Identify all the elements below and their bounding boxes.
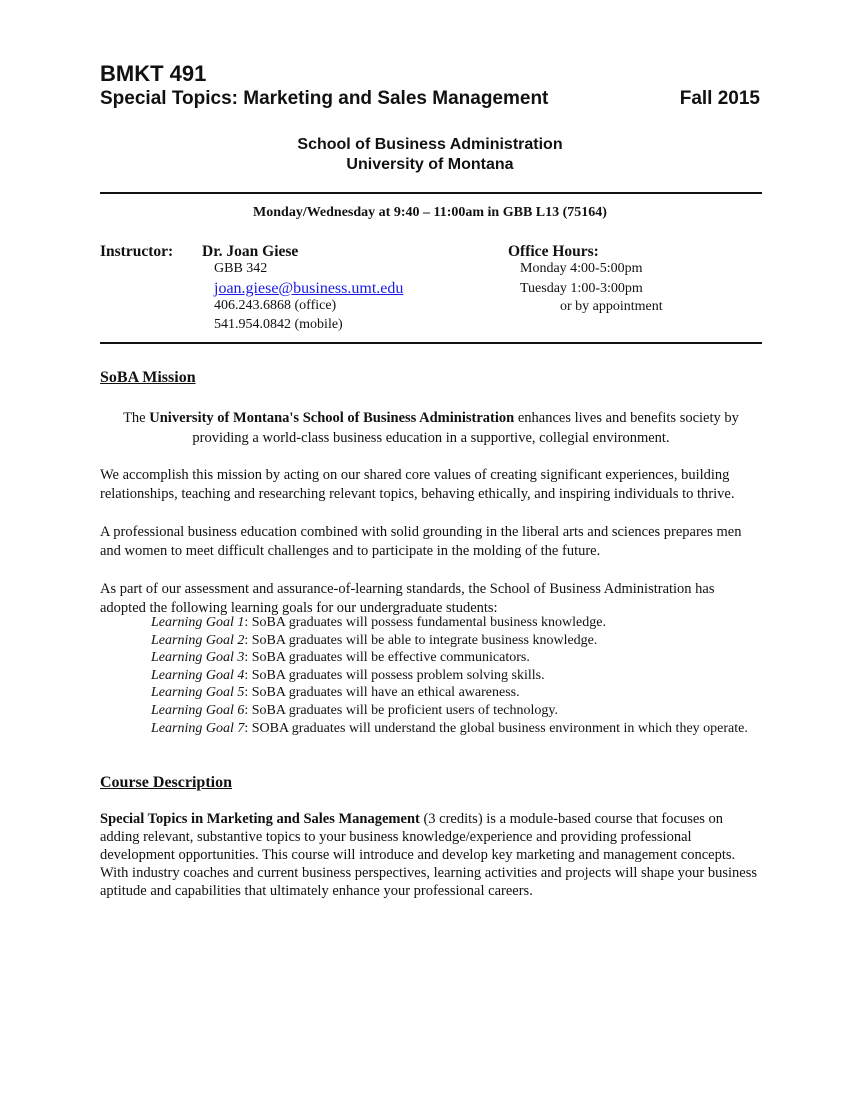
learning-goal: Learning Goal 2: SoBA graduates will be able to integrate business knowledge. [151, 632, 598, 648]
course-code: BMKT 491 [100, 61, 207, 86]
instructor-name: Dr. Joan Giese [202, 243, 299, 260]
learning-goal: Learning Goal 1: SoBA graduates will possess fundamental business knowledge. [151, 615, 606, 630]
office-hours-line: Monday 4:00-5:00pm [520, 261, 643, 276]
course-description-text: Special Topics in Marketing and Sales Management (3 credits) is a module-based course that focuses on adding relevant, substantive topics to your business knowledge/experience and providing professional development opportunities. This course will introduce and develop key marketing and management concepts. With industry coaches and current business perspectives, learning activities and projects will shape your business aptitude and capabilities that ultimately enhance your professional careers. [100, 811, 757, 899]
course-description-heading: Course Description [100, 774, 232, 791]
mission-statement: The University of Montana's School of Business Administration enhances lives and benefits society by providing a world-class business education in a supportive, collegial environment. [123, 410, 739, 446]
learning-goal: Learning Goal 5: SoBA graduates will have an ethical awareness. [151, 685, 520, 701]
divider-top [100, 192, 762, 194]
mission-paragraph: We accomplish this mission by acting on our shared core values of creating significant experiences, building relationships, teaching and researching relevant topics, behaving ethically, and inspiring individuals to thrive. [100, 467, 735, 502]
mission-paragraph: A professional business education combined with solid grounding in the liberal arts and sciences prepares men and women to meet difficult challenges and to participate in the molding of the future. [100, 524, 742, 559]
mission-paragraph: As part of our assessment and assurance-of-learning standards, the School of Business Administration has adopted the following learning goals for our undergraduate students: [100, 581, 715, 616]
instructor-label: Instructor: [100, 243, 174, 260]
learning-goals-list [151, 614, 751, 737]
university-name: University of Montana [346, 156, 514, 173]
instructor-email-link[interactable]: joan.giese@business.umt.edu [214, 280, 404, 297]
learning-goal: Learning Goal 4: SoBA graduates will possess problem solving skills. [151, 667, 545, 683]
divider-bottom [100, 342, 762, 344]
office-hours-line: or by appointment [560, 299, 663, 314]
learning-goal: Learning Goal 7: SOBA graduates will understand the global business environment in which they operate. [151, 720, 748, 736]
office-hours-line: Tuesday 1:00-3:00pm [520, 281, 643, 296]
instructor-office-phone: 406.243.6868 (office) [214, 298, 337, 313]
office-hours-label: Office Hours: [508, 243, 599, 260]
learning-goal: Learning Goal 6: SoBA graduates will be proficient users of technology. [151, 702, 558, 718]
term: Fall 2015 [679, 88, 760, 109]
mission-heading: SoBA Mission [100, 369, 196, 386]
instructor-room: GBB 342 [214, 261, 268, 276]
course-title: Special Topics: Marketing and Sales Management [100, 88, 549, 109]
instructor-mobile-phone: 541.954.0842 (mobile) [214, 317, 343, 332]
school-name: School of Business Administration [297, 136, 563, 153]
class-schedule: Monday/Wednesday at 9:40 – 11:00am in GBB L13 (75164) [253, 205, 607, 220]
learning-goal: Learning Goal 3: SoBA graduates will be effective communicators. [151, 650, 530, 666]
